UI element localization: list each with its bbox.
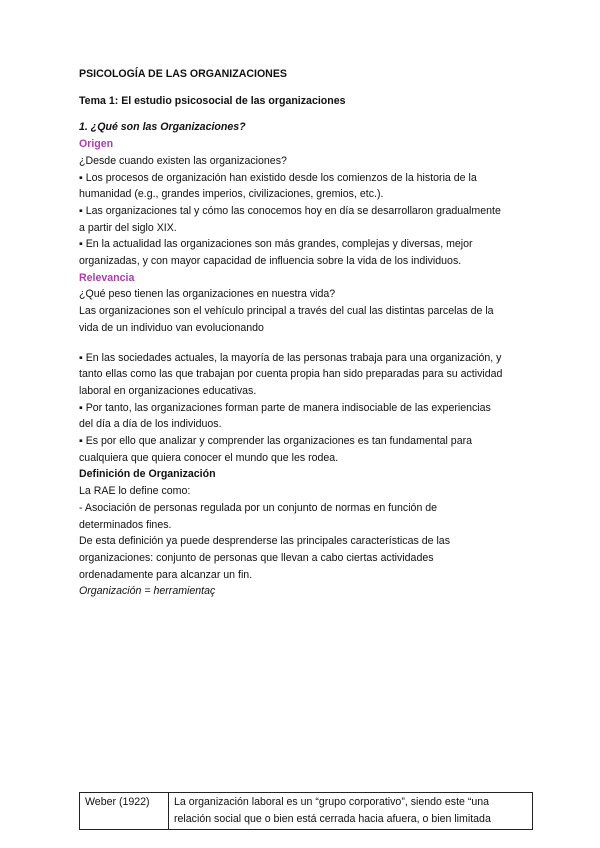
- document-body: [79, 66, 529, 600]
- relevancia-line: ▪ Es por ello que analizar y comprender las organizaciones es tan fundamental para: [79, 435, 473, 448]
- definicion-line: organizaciones: conjunto de personas que llevan a cabo ciertas actividades: [79, 551, 434, 564]
- origen-line: ▪ Las organizaciones tal y cómo las conocemos hoy en día se desarrollaron gradualmente: [79, 204, 501, 217]
- relevancia-line: ▪ En las sociedades actuales, la mayoría de las personas trabaja para una organización, y: [79, 351, 502, 364]
- relevancia-intro-line: Las organizaciones son el vehículo principal a través del cual las distintas parcelas de la: [79, 305, 494, 318]
- origen-line: ▪ En la actualidad las organizaciones son más grandes, complejas y diversas, mejor: [79, 238, 473, 251]
- origen-question: ¿Desde cuando existen las organizaciones?: [79, 154, 287, 167]
- definicion-formula: Organización = herramientaç: [79, 585, 216, 598]
- origen-line: humanidad (e.g., grandes imperios, civilizaciones, gremios, etc.).: [79, 188, 384, 201]
- relevancia-line: del día a día de los individuos.: [79, 418, 222, 431]
- table-row: [80, 793, 533, 830]
- origen-heading: Origen: [79, 138, 114, 151]
- relevancia-intro-line: vida de un individuo van evolucionando: [79, 321, 264, 334]
- table-author-cell: Weber (1922): [80, 793, 169, 830]
- definicion-line: ordenadamente para alcanzar un fin.: [79, 568, 253, 581]
- definicion-heading: Definición de Organización: [79, 468, 216, 481]
- section-question: 1. ¿Qué son las Organizaciones?: [79, 121, 246, 134]
- definicion-line: - Asociación de personas regulada por un conjunto de normas en función de: [79, 501, 438, 514]
- relevancia-heading: Relevancia: [79, 271, 135, 284]
- relevancia-line: tanto ellas como las que trabajan por cuenta propia han sido preparadas para su actividad: [79, 368, 503, 381]
- origen-line: organizadas, y con mayor capacidad de influencia sobre la vida de los individuos.: [79, 255, 462, 268]
- table-definition-cell: [169, 793, 533, 830]
- definicion-line: La RAE lo define como:: [79, 485, 191, 498]
- relevancia-line: laboral en organizaciones educativas.: [79, 384, 257, 397]
- origen-line: ▪ Los procesos de organización han existido desde los comienzos de la historia de la: [79, 171, 477, 184]
- document-title: PSICOLOGÍA DE LAS ORGANIZACIONES: [79, 68, 287, 80]
- origen-line: a partir del siglo XIX.: [79, 221, 177, 234]
- table-definition-line: La organización laboral es un “grupo corporativo”, siendo este “una: [174, 796, 490, 808]
- definicion-line: determinados fines.: [79, 518, 172, 531]
- definicion-line: De esta definición ya puede desprenderse las principales características de las: [79, 535, 450, 548]
- definitions-table: [79, 792, 533, 830]
- relevancia-line: ▪ Por tanto, las organizaciones forman parte de manera indisociable de las experiencias: [79, 401, 491, 414]
- table-definition-line: relación social que o bien está cerrada hacia afuera, o bien limitada: [174, 812, 491, 825]
- relevancia-line: cualquiera que quiera conocer el mundo que les rodea.: [79, 451, 339, 464]
- relevancia-question: ¿Qué peso tienen las organizaciones en nuestra vida?: [79, 288, 336, 301]
- topic-heading: Tema 1: El estudio psicosocial de las organizaciones: [79, 94, 346, 107]
